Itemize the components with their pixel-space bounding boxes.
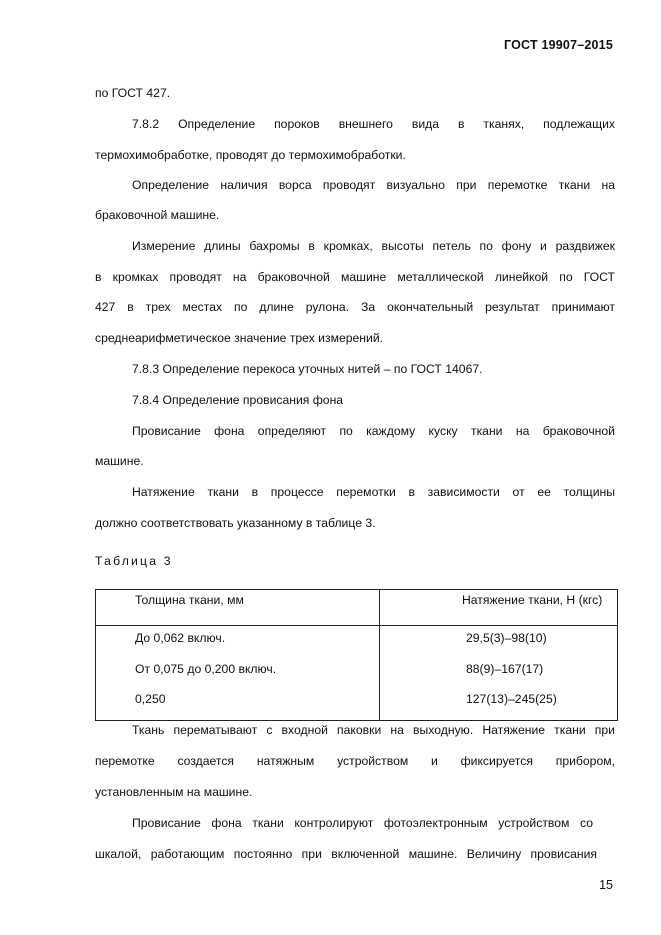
table-cell: 88(9)–167(17) <box>380 662 618 692</box>
text-line: 7.8.2 Определение пороков внешнего вида в тканях, подлежащих <box>132 117 615 131</box>
text-line: шкалой, работающим постоянно при включенной машине. Величину провисания <box>95 847 597 861</box>
document-code: ГОСТ 19907–2015 <box>504 38 613 52</box>
text-line: Измерение длины бахромы в кромках, высоты петель по фону и раздвижек <box>132 239 615 253</box>
text-line: 7.8.3 Определение перекоса уточных нитей – по ГОСТ 14067. <box>132 362 483 376</box>
text-line: Натяжение ткани в процессе перемотки в зависимости от ее толщины <box>132 485 615 499</box>
text-line: Провисание фона ткани контролируют фотоэлектронным устройством со <box>132 816 593 830</box>
section-heading: 7.8.4 Определение провисания фона <box>132 393 344 407</box>
table-caption: Таблица 3 <box>95 554 173 568</box>
table-row <box>96 692 618 721</box>
text-line: в кромках проводят на браковочной машине металлической линейкой по ГОСТ <box>95 270 615 284</box>
text-line: браковочной машине. <box>95 208 220 222</box>
thickness-tension-table <box>95 589 618 721</box>
text-line: термохимобработке, проводят до термохимобработки. <box>95 148 406 162</box>
text-line: установленным на машине. <box>95 785 253 799</box>
text-line: перемотке создается натяжным устройством и фиксируется прибором, <box>95 754 615 768</box>
text-line: Определение наличия ворса проводят визуально при перемотке ткани на <box>132 178 615 192</box>
text-line: Провисание фона определяют по каждому куску ткани на браковочной <box>132 424 615 438</box>
text-line: Ткань перематывают с входной паковки на выходную. Натяжение ткани при <box>132 723 615 737</box>
text-line: по ГОСТ 427. <box>95 86 171 100</box>
table-row <box>96 662 618 692</box>
column-header-tension: Натяжение ткани, Н (кгс) <box>380 590 618 626</box>
table-cell: 0,250 <box>96 692 380 721</box>
text-line: 427 в трех местах по длине рулона. За окончательный результат принимают <box>95 300 615 314</box>
text-line: должно соответствовать указанному в таблице 3. <box>95 516 376 530</box>
table-row <box>96 626 618 663</box>
table-cell: До 0,062 включ. <box>96 626 380 663</box>
text-line: среднеарифметическое значение трех измерений. <box>95 331 384 345</box>
page-number: 15 <box>599 878 613 892</box>
table-cell: 29,5(3)–98(10) <box>380 626 618 663</box>
column-header-thickness: Толщина ткани, мм <box>96 590 380 626</box>
text-line: машине. <box>95 454 144 468</box>
table-header-row <box>96 590 618 626</box>
table-cell: 127(13)–245(25) <box>380 692 618 721</box>
table-cell: От 0,075 до 0,200 включ. <box>96 662 380 692</box>
